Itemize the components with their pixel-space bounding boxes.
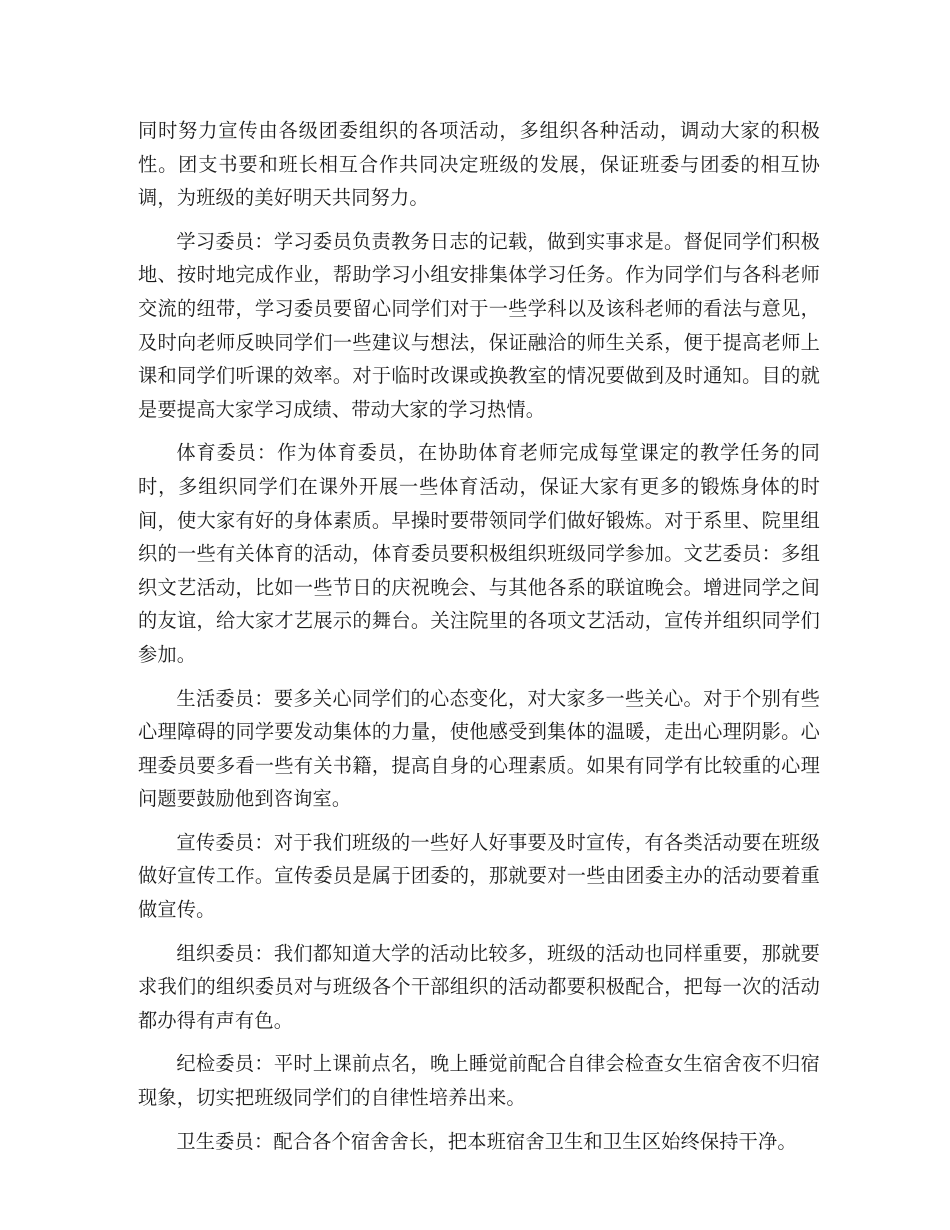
document-body [138,114,820,1168]
paragraph-organization-committee: 组织委员：我们都知道大学的活动比较多，班级的活动也同样重要，那就要求我们的组织委员对与班级各个干部组织的活动都要积极配合，把每一次的活动都办得有声有色。 [138,941,820,1032]
paragraph-publicity-committee: 宣传委员：对于我们班级的一些好人好事要及时宣传，有各类活动要在班级做好宣传工作。宣传委员是属于团委的，那就要对一些由团委主办的活动要着重做宣传。 [138,830,820,922]
paragraph-hygiene-committee: 卫生委员：配合各个宿舍舍长，把本班宿舍卫生和卫生区始终保持干净。 [176,1129,797,1153]
paragraph-sports-committee: 体育委员：作为体育委员，在协助体育老师完成每堂课定的教学任务的同时，多组织同学们在课外开展一些体育活动，保证大家有更多的锻炼身体的时间，使大家有好的身体素质。早操时要带领同学们做好锻炼。对于系里、院里组织的一些有关体育的活动，体育委员要积极组织班级同学参加。文艺委员：多组织文艺活动，比如一些节日的庆祝晚会、与其他各系的联谊晚会。增进同学之间的友谊，给大家才艺展示的舞台。关注院里的各项文艺活动，宣传并组织同学们参加。 [138,441,820,666]
paragraph-study-committee: 学习委员：学习委员负责教务日志的记载，做到实事求是。督促同学们积极地、按时地完成作业，帮助学习小组安排集体学习任务。作为同学们与各科老师交流的纽带，学习委员要留心同学们对于一些学科以及该科老师的看法与意见，及时向老师反映同学们一些建议与想法，保证融洽的师生关系，便于提高老师上课和同学们听课的效率。对于临时改课或换教室的情况要做到及时通知。目的就是要提高大家学习成绩、带动大家的学习热情。 [138,229,820,421]
paragraph-continuation: 同时努力宣传由各级团委组织的各项活动，多组织各种活动，调动大家的积极性。团支书要和班长相互合作共同决定班级的发展，保证班委与团委的相互协调，为班级的美好明天共同努力。 [138,119,820,210]
paragraph-life-committee: 生活委员：要多关心同学们的心态变化，对大家多一些关心。对于个别有些心理障碍的同学要发动集体的力量，使他感受到集体的温暖，走出心理阴影。心理委员要多看一些有关书籍，提高自身的心理素质。如果有同学有比较重的心理问题要鼓励他到咨询室。 [138,686,820,811]
paragraph-discipline-committee: 纪检委员：平时上课前点名，晚上睡觉前配合自律会检查女生宿舍夜不归宿现象，切实把班级同学们的自律性培养出来。 [138,1052,820,1110]
